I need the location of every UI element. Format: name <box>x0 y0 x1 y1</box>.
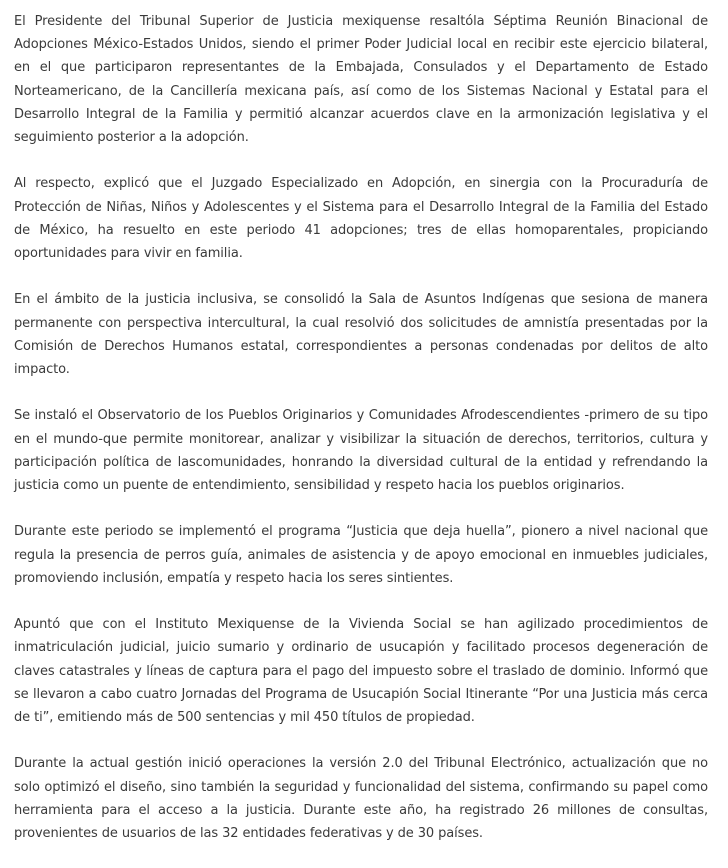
paragraph-observatory: Se instaló el Observatorio de los Pueblos Originarios y Comunidades Afrodescendientes -primero de su tipo en el mundo-que permite monitorear, analizar y visibilizar la situación de derechos, territorios, cultura y participación política de lascomunidades, honrando la diversidad cultural de la entidad y refrendando la justicia como un puente de entendimiento, sensibilidad y respeto hacia los pueblos originarios. <box>14 408 708 494</box>
paragraph-electronic-court: Durante la actual gestión inició operaciones la versión 2.0 del Tribunal Electrónico, actualización que no solo optimizó el diseño, sino también la seguridad y funcionalidad del sistema, confirmando su papel como herramienta para el acceso a la justicia. Durante este año, ha registrado 26 millones de consultas, provenientes de usuarios de las 32 entidades federativas y de 30 países. <box>14 756 708 842</box>
paragraph-adoption-meeting: El Presidente del Tribunal Superior de Justicia mexiquense resaltóla Séptima Reunión Binacional de Adopciones México-Estados Unidos, siendo el primer Poder Judicial local en recibir este ejercicio bilateral, en el que participaron representantes de la Embajada, Consulados y el Departamento de Estado Norteamericano, de la Cancillería mexicana país, así como de los Sistemas Nacional y Estatal para el Desarrollo Integral de la Familia y permitió alcanzar acuerdos clave en la armonización legislativa y el seguimiento posterior a la adopción. <box>14 14 708 146</box>
article-body <box>14 10 708 868</box>
paragraph-guide-dogs-program: Durante este periodo se implementó el programa “Justicia que deja huella”, pionero a nivel nacional que regula la presencia de perros guía, animales de asistencia y de apoyo emocional en inmuebles judiciales, promoviendo inclusión, empatía y respeto hacia los seres sintientes. <box>14 524 708 586</box>
paragraph-housing-institute: Apuntó que con el Instituto Mexiquense de la Vivienda Social se han agilizado procedimientos de inmatriculación judicial, juicio sumario y ordinario de usucapión y facilitado procesos degeneración de claves catastrales y líneas de captura para el pago del impuesto sobre el traslado de dominio. Informó que se llevaron a cabo cuatro Jornadas del Programa de Usucapión Social Itinerante “Por una Justicia más cerca de ti”, emitiendo más de 500 sentencias y mil 450 títulos de propiedad. <box>14 617 708 726</box>
paragraph-adoption-court: Al respecto, explicó que el Juzgado Especializado en Adopción, en sinergia con la Procuraduría de Protección de Niñas, Niños y Adolescentes y el Sistema para el Desarrollo Integral de la Familia del Estado de México, ha resuelto en este periodo 41 adopciones; tres de ellas homoparentales, propiciando oportunidades para vivir en familia. <box>14 176 708 262</box>
paragraph-indigenous-chamber: En el ámbito de la justicia inclusiva, se consolidó la Sala de Asuntos Indígenas que sesiona de manera permanente con perspectiva intercultural, la cual resolvió dos solicitudes de amnistía presentadas por la Comisión de Derechos Humanos estatal, correspondientes a personas condenadas por delitos de alto impacto. <box>14 292 708 378</box>
